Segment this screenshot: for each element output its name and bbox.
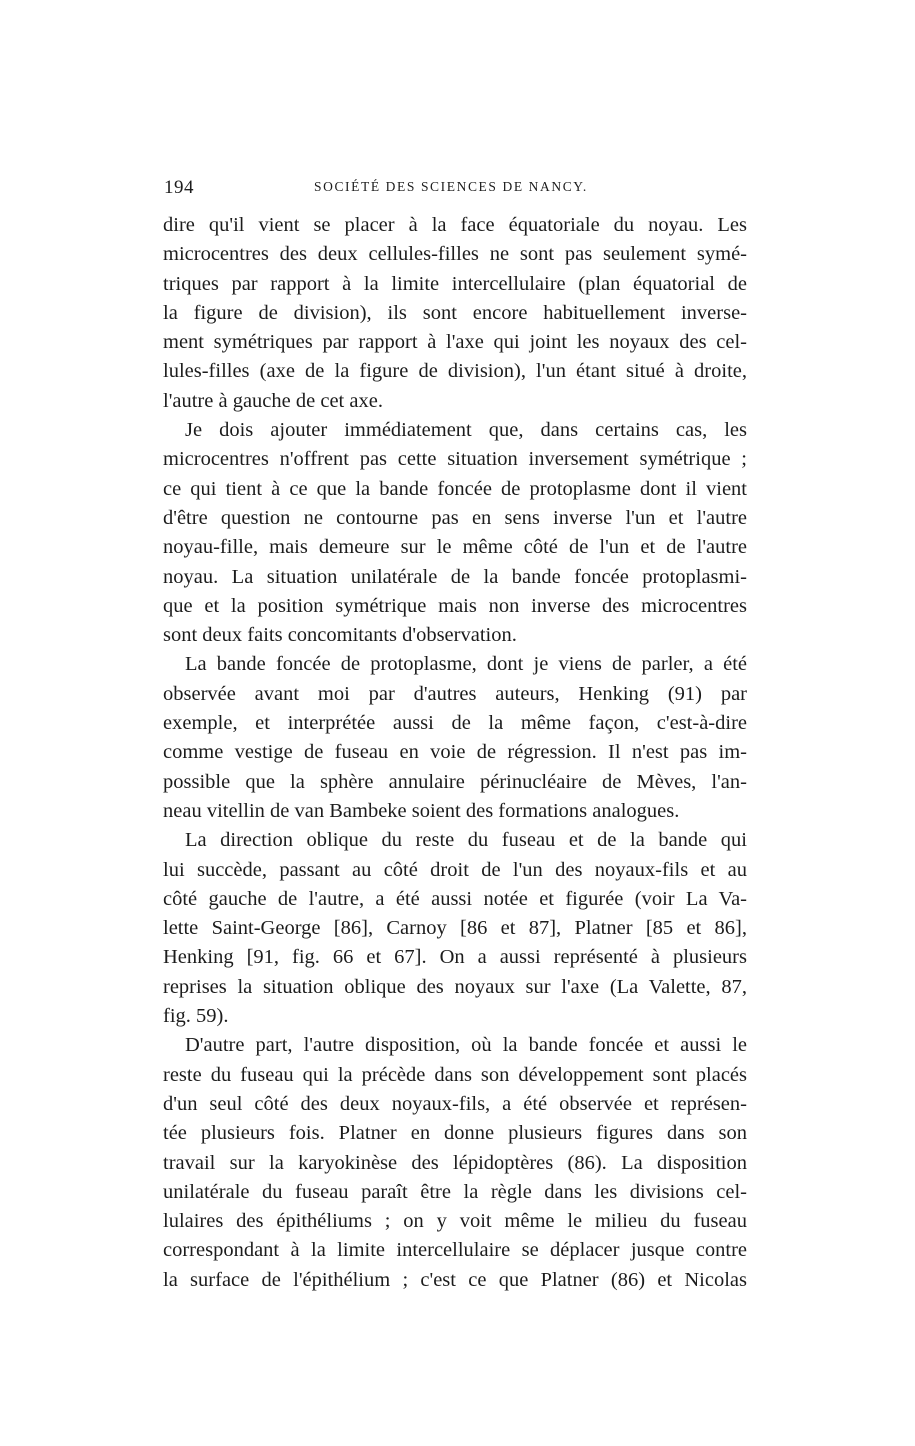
text-line: ce qui tient à ce que la bande foncée de protoplasme dont il vient — [163, 477, 747, 500]
text-line: la figure de division), ils sont encore habituellement inverse- — [163, 301, 747, 324]
text-line: triques par rapport à la limite intercellulaire (plan équatorial de — [163, 272, 747, 295]
text-line: fig. 59). — [163, 1005, 229, 1028]
page-header — [164, 177, 746, 201]
text-line: côté gauche de l'autre, a été aussi notée et figurée (voir La Va- — [163, 887, 747, 910]
text-line: possible que la sphère annulaire périnucléaire de Mèves, l'an- — [163, 770, 747, 793]
text-line: Henking [91, fig. 66 et 67]. On a aussi représenté à plusieurs — [163, 946, 747, 969]
text-line: exemple, et interprétée aussi de la même façon, c'est-à-dire — [163, 712, 747, 735]
text-line: reprises la situation oblique des noyaux sur l'axe (La Valette, 87, — [163, 975, 747, 998]
text-line: ment symétriques par rapport à l'axe qui joint les noyaux des cel- — [163, 331, 747, 354]
text-line: travail sur la karyokinèse des lépidoptères (86). La disposition — [163, 1151, 747, 1174]
text-line: la surface de l'épithélium ; c'est ce que Platner (86) et Nicolas — [163, 1268, 747, 1291]
text-line: tée plusieurs fois. Platner en donne plusieurs figures dans son — [163, 1122, 747, 1145]
text-line: l'autre à gauche de cet axe. — [163, 389, 383, 412]
text-line: correspondant à la limite intercellulaire se déplacer jusque contre — [163, 1239, 747, 1262]
text-line: La direction oblique du reste du fuseau et de la bande qui — [185, 829, 747, 852]
text-line: unilatérale du fuseau paraît être la règle dans les divisions cel- — [163, 1180, 747, 1203]
running-head: SOCIÉTÉ DES SCIENCES DE NANCY. — [314, 179, 588, 194]
paragraph — [163, 1031, 747, 1295]
page-number: 194 — [164, 177, 194, 198]
text-line: microcentres n'offrent pas cette situation inversement symétrique ; — [163, 448, 747, 471]
text-line: lette Saint-George [86], Carnoy [86 et 87], Platner [85 et 86], — [163, 917, 747, 940]
text-line: comme vestige de fuseau en voie de régression. Il n'est pas im- — [163, 741, 747, 764]
text-line: noyau-fille, mais demeure sur le même côté de l'un et de l'autre — [163, 536, 747, 559]
text-line: lules-filles (axe de la figure de division), l'un étant situé à droite, — [163, 360, 747, 383]
paragraph — [163, 416, 747, 650]
text-line: observée avant moi par d'autres auteurs, Henking (91) par — [163, 682, 747, 705]
text-line: d'un seul côté des deux noyaux-fils, a été observée et représen- — [163, 1092, 747, 1115]
text-line: lui succède, passant au côté droit de l'un des noyaux-fils et au — [163, 858, 747, 881]
text-line: sont deux faits concomitants d'observation. — [163, 624, 517, 647]
text-line: dire qu'il vient se placer à la face équatoriale du noyau. Les — [163, 214, 747, 236]
paragraph — [163, 650, 747, 826]
text-line: lulaires des épithéliums ; on y voit même le milieu du fuseau — [163, 1210, 747, 1233]
text-line: reste du fuseau qui la précède dans son développement sont placés — [163, 1063, 747, 1086]
body-text — [163, 211, 747, 1295]
text-line: La bande foncée de protoplasme, dont je viens de parler, a été — [185, 653, 747, 676]
text-line: D'autre part, l'autre disposition, où la bande foncée et aussi le — [185, 1034, 747, 1057]
text-line: que et la position symétrique mais non inverse des microcentres — [163, 594, 747, 617]
text-line: noyau. La situation unilatérale de la bande foncée protoplasmi- — [163, 565, 747, 588]
paragraph — [163, 826, 747, 1031]
text-line: microcentres des deux cellules-filles ne sont pas seulement symé- — [163, 243, 747, 266]
text-line: neau vitellin de van Bambeke soient des formations analogues. — [163, 799, 680, 822]
text-line: Je dois ajouter immédiatement que, dans certains cas, les — [185, 419, 747, 442]
text-line: d'être question ne contourne pas en sens inverse l'un et l'autre — [163, 506, 747, 529]
paragraph — [163, 211, 747, 416]
